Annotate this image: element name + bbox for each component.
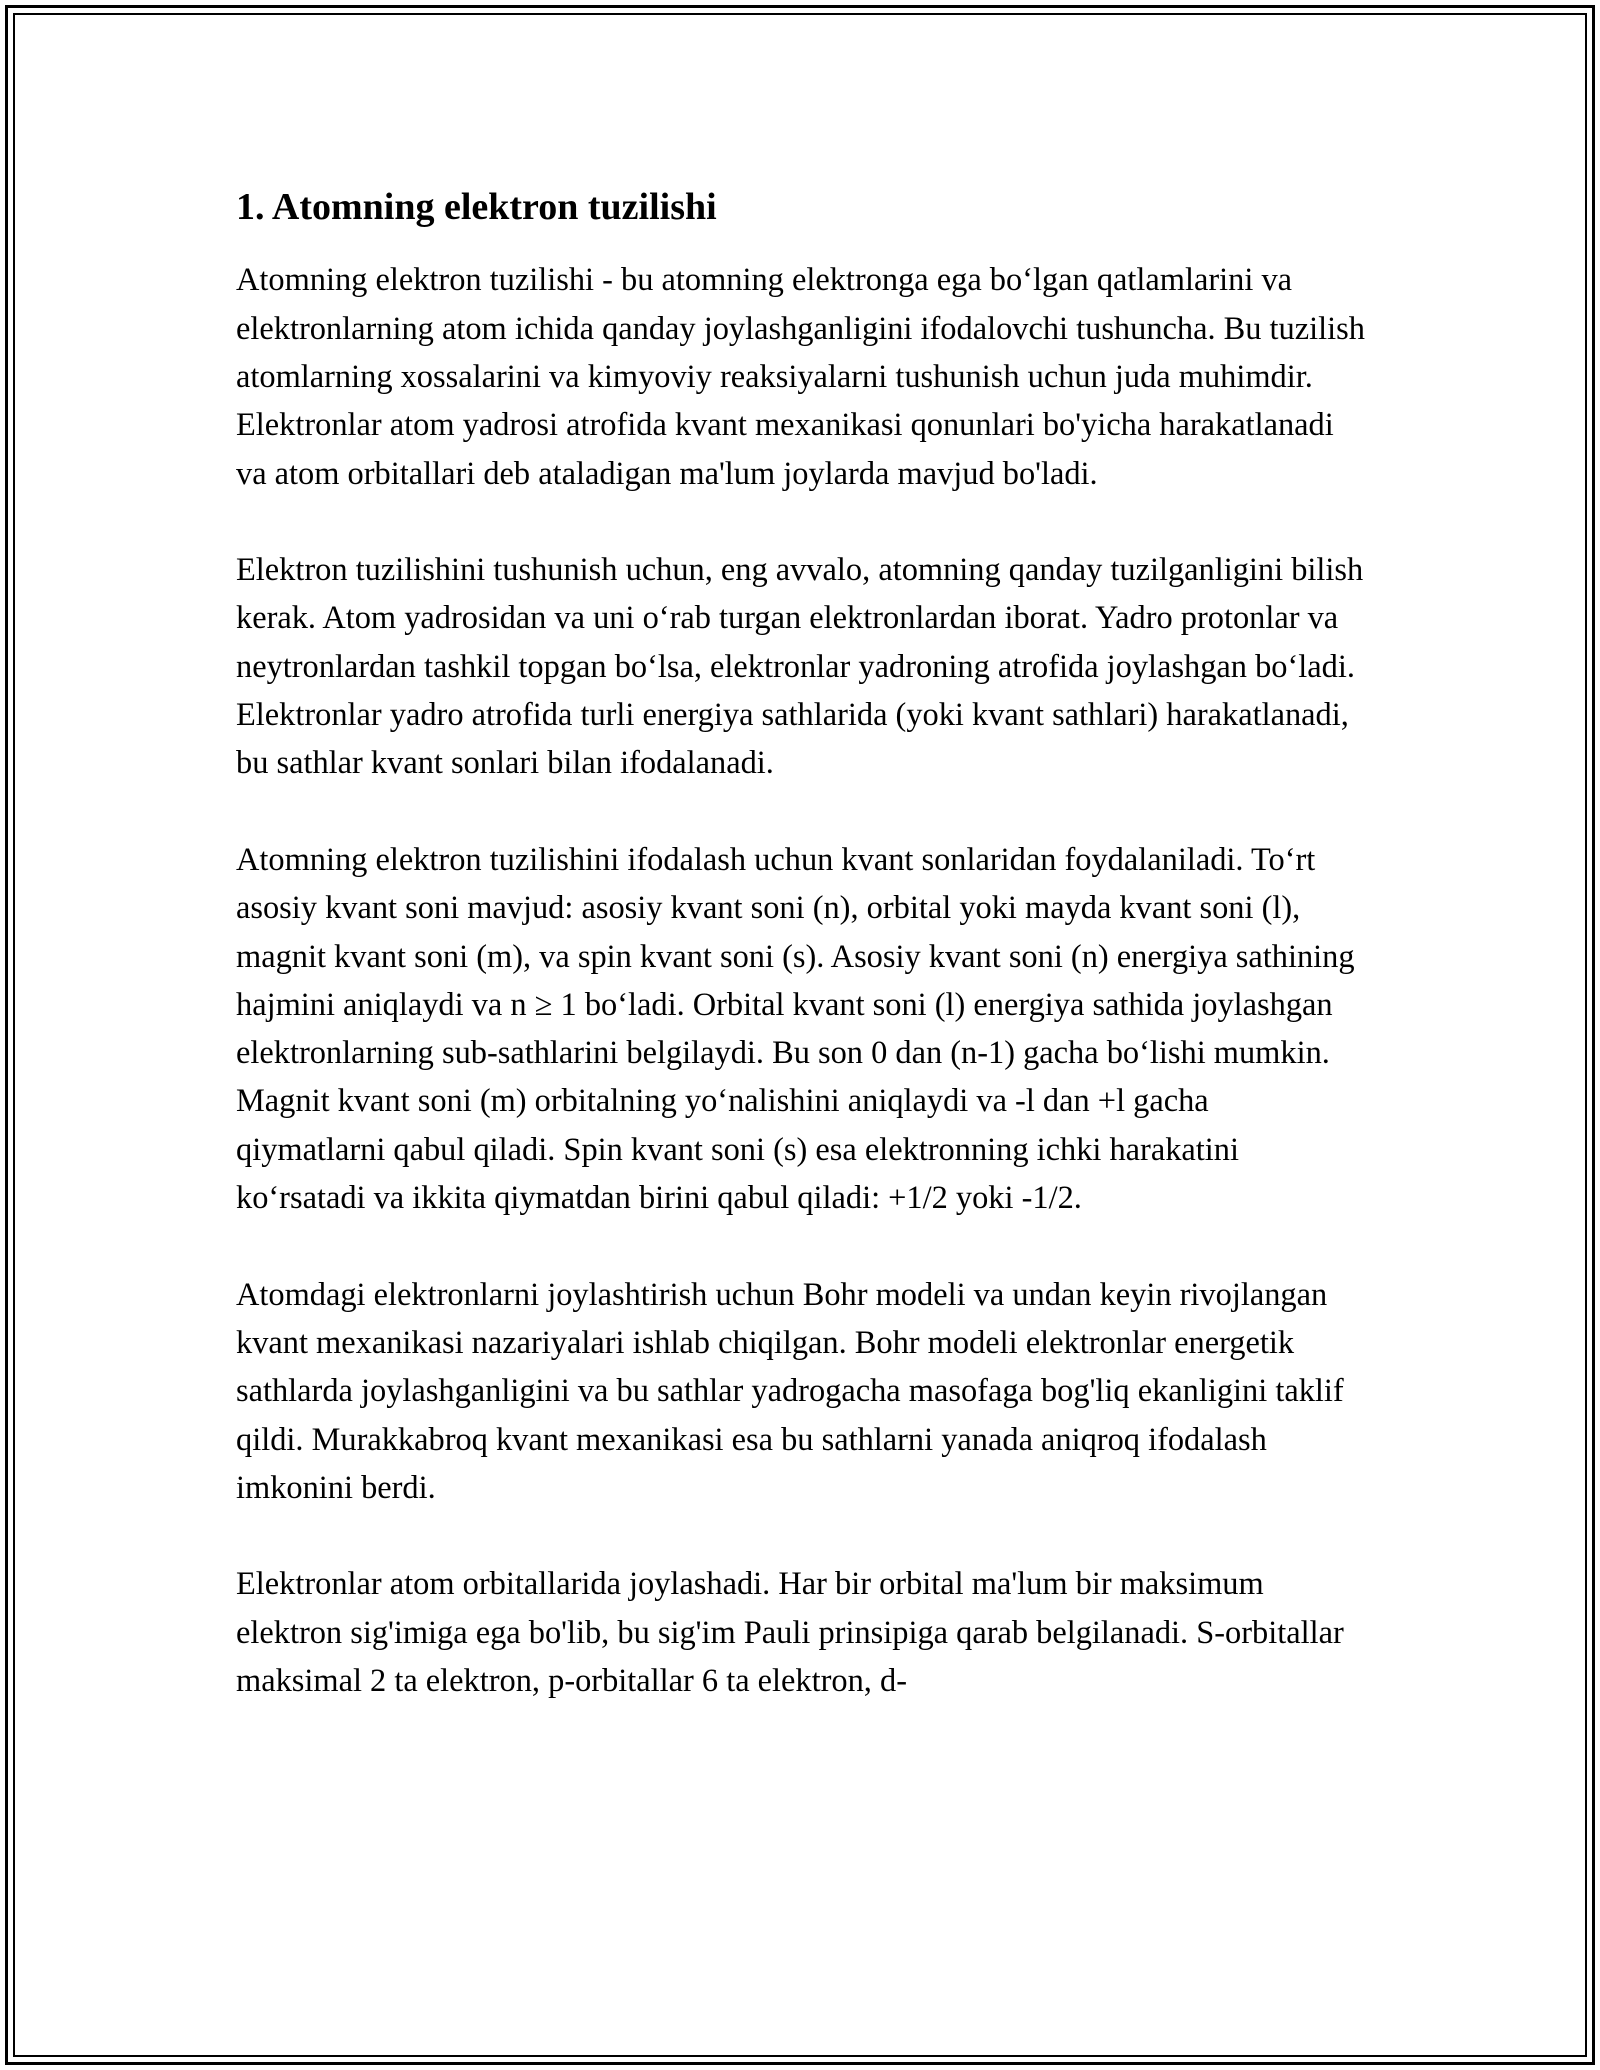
document-title: 1. Atomning elektron tuzilishi: [236, 186, 717, 228]
paragraph-3: Atomning elektron tuzilishini ifodalash uchun kvant sonlaridan foydalaniladi. To‘rt asosiy kvant soni mavjud: asosiy kvant soni (n), orbital yoki mayda kvant soni (l), magnit kvant soni (m), va spin kvant soni (s). Asosiy kvant soni (n) energiya sathining hajmini aniqlaydi va n ≥ 1 bo‘ladi. Orbital kvant soni (l) energiya sathida joylashgan elektronlarning sub-sathlarini belgilaydi. Bu son 0 dan (n-1) gacha bo‘lishi mumkin. Magnit kvant soni (m) orbitalning yo‘nalishini aniqlaydi va -l dan +l gacha qiymatlarni qabul qiladi. Spin kvant soni (s) esa elektronning ichki harakatini ko‘rsatadi va ikkita qiymatdan birini qabul qiladi: +1/2 yoki -1/2.: [236, 841, 1355, 1217]
paragraph-2: Elektron tuzilishini tushunish uchun, eng avvalo, atomning qanday tuzilganligini bilish kerak. Atom yadrosidan va uni o‘rab turgan elektronlardan iborat. Yadro protonlar va neytronlardan tashkil topgan bo‘lsa, elektronlar yadroning atrofida joylashgan bo‘ladi. Elektronlar yadro atrofida turli energiya sathlarida (yoki kvant sathlari) harakatlanadi, bu sathlar kvant sonlari bilan ifodalanadi.: [236, 552, 1364, 782]
paragraph-4: Atomdagi elektronlarni joylashtirish uchun Bohr modeli va undan keyin rivojlangan kvant mexanikasi nazariyalari ishlab chiqilgan. Bohr modeli elektronlar energetik sathlarda joylashganligini va bu sathlar yadrogacha masofaga bog'liq ekanligini taklif qildi. Murakkabroq kvant mexanikasi esa bu sathlarni yanada aniqroq ifodalash imkonini berdi.: [236, 1276, 1344, 1506]
paragraph-1: Atomning elektron tuzilishi - bu atomning elektronga ega bo‘lgan qatlamlarini va elektronlarning atom ichida qanday joylashganligini ifodalovchi tushuncha. Bu tuzilish atomlarning xossalarini va kimyoviy reaksiyalarni tushunish uchun juda muhimdir. Elektronlar atom yadrosi atrofida kvant mexanikasi qonunlari bo'yicha harakatlanadi va atom orbitallari deb ataladigan ma'lum joylarda mavjud bo'ladi.: [236, 262, 1365, 492]
paragraph-5: Elektronlar atom orbitallarida joylashadi. Har bir orbital ma'lum bir maksimum elektron sig'imiga ega bo'lib, bu sig'im Pauli prinsipiga qarab belgilanadi. S-orbitallar maksimal 2 ta elektron, p-orbitallar 6 ta elektron, d-: [236, 1566, 1344, 1699]
document-body: [236, 183, 1366, 1754]
